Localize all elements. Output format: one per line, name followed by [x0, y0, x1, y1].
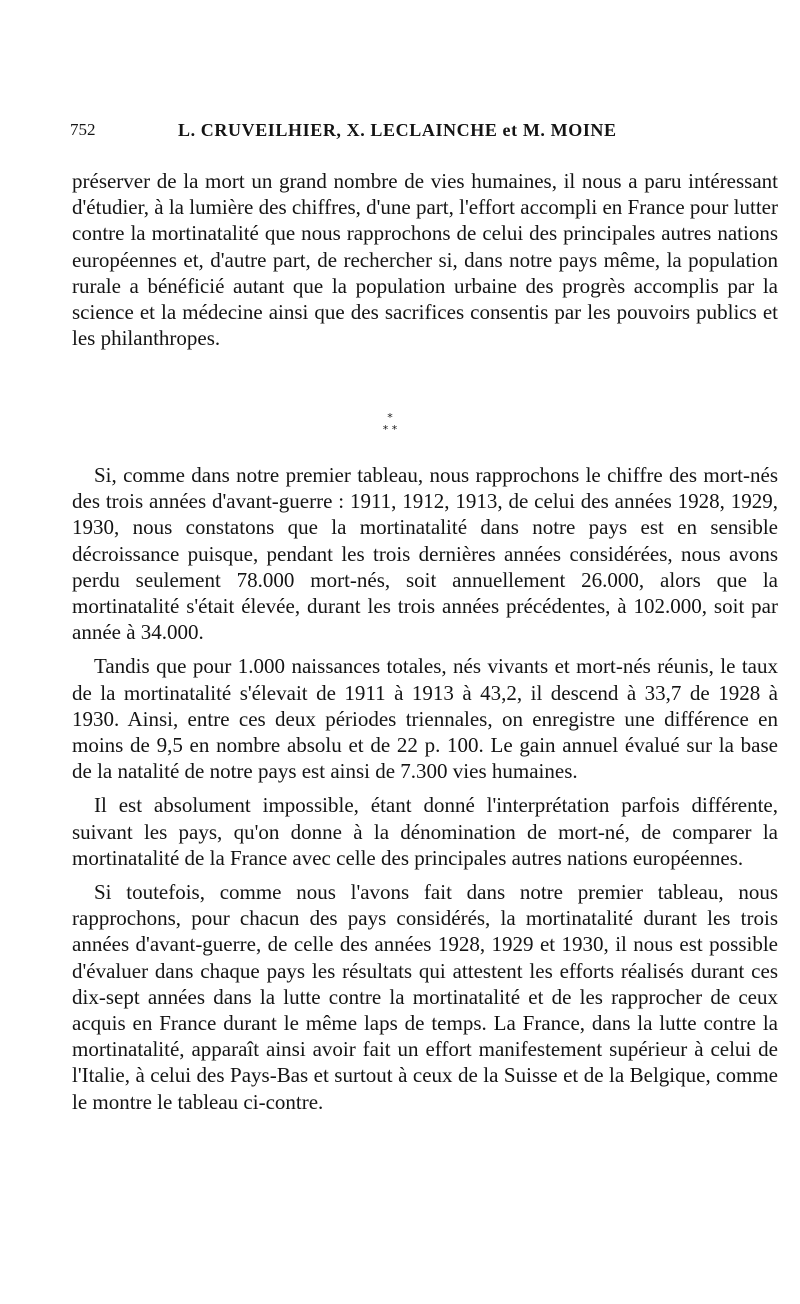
page-header — [70, 120, 770, 150]
main-text — [72, 462, 778, 1123]
running-head: L. CRUVEILHIER, X. LECLAINCHE et M. MOINE — [178, 120, 617, 140]
paragraph-3: Tandis que pour 1.000 naissances totales, nés vivants et mort-nés réunis, le taux de la mortinatalité s'élevait de 1911 à 1913 à 43,2, il descend à 33,7 de 1928 à 1930. Ainsi, entre ces deux périodes triennales, on enregistre une différence en moins de 9,5 en nombre absolu et de 22 p. 100. Le gain annuel évalué sur la base de la natalité de notre pays est ainsi de 7.300 vies humaines. — [72, 654, 778, 784]
paragraph-2: Si, comme dans notre premier tableau, nous rapprochons le chiffre des mort-nés des trois années d'avant-guerre : 1911, 1912, 1913, de celui des années 1928, 1929, 1930, nous constatons que la mortinatalité dans notre pays est en sensible décroissance puisque, pendant les trois dernières années considérées, nous avons perdu seulement 78.000 mort-nés, soit annuellement 26.000, alors que la mortinatalité s'était élevée, durant les trois années précédentes, à 102.000, soit par année à 34.000. — [72, 463, 778, 645]
opening-text — [72, 168, 778, 359]
page-number: 752 — [70, 120, 96, 139]
paragraph-1: préserver de la mort un grand nombre de vies humaines, il nous a paru intéressant d'étudier, à la lumière des chiffres, d'une part, l'effort accompli en France pour lutter contre la mortinatalité que nous rapprochons de celui des principales autres nations européennes et, d'autre part, de rechercher si, dans notre pays même, la population rurale a bénéficié autant que la population urbaine des progrès accomplis par la science et la médecine ainsi que des sacrifices consentis par les pouvoirs publics et les philanthropes. — [72, 169, 778, 351]
paragraph-4: Il est absolument impossible, étant donné l'interprétation parfois différente, suivant les pays, qu'on donne à la dénomination de mort-né, de comparer la mortinatalité de la France avec celle des principales autres nations européennes. — [72, 793, 778, 870]
section-separator — [370, 412, 410, 444]
paragraph-5: Si toutefois, comme nous l'avons fait dans notre premier tableau, nous rapprochons, pour chacun des pays considérés, la mortinatalité durant les trois années d'avant-guerre, de celle des années 1928, 1929 et 1930, il nous est possible d'évaluer dans chaque pays les résultats qui attestent les efforts réalisés durant ces dix-sept années dans la lutte contre la mortinatalité et de les rapprocher de ceux acquis en France durant le même laps de temps. La France, dans la lutte contre la mortinatalité, apparaît ainsi avoir fait un effort manifestement supérieur à celui de l'Italie, à celui des Pays-Bas et surtout à ceux de la Suisse et de la Belgique, comme le montre le tableau ci-contre. — [72, 880, 778, 1114]
separator-star-top: * — [387, 411, 393, 424]
separator-stars-bottom: * * — [382, 423, 398, 436]
